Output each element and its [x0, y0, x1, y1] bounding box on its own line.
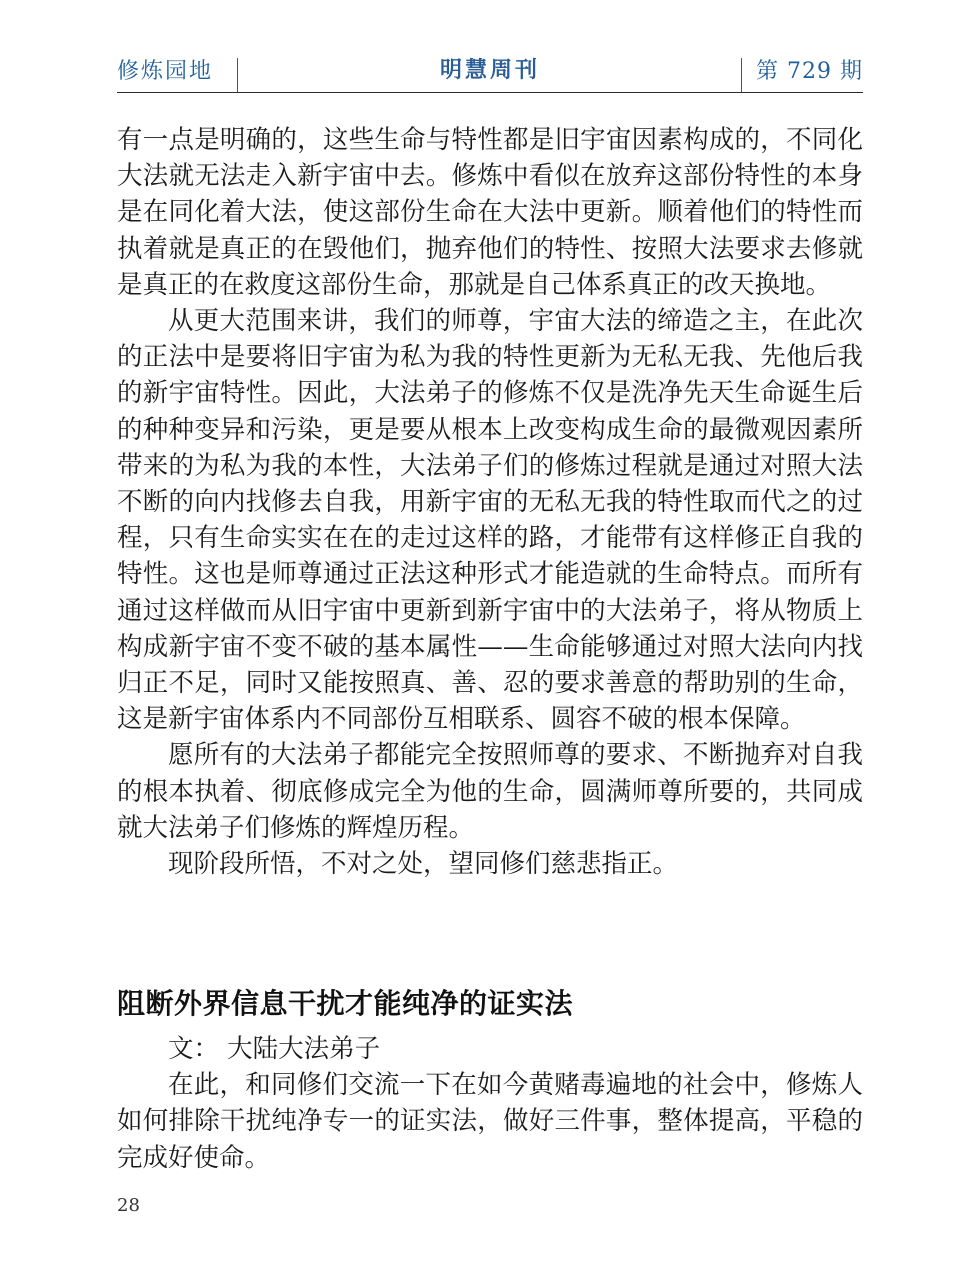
issue-number: 第 729 期	[756, 59, 863, 84]
paragraph: 在此，和同修们交流一下在如今黄赌毒遍地的社会中，修炼人如何排除干扰纯净专一的证实法，做好三件事，整体提高，平稳的完成好使命。	[117, 1070, 863, 1173]
publication-title: 明慧周刊	[439, 58, 540, 83]
paragraph: 愿所有的大法弟子都能完全按照师尊的要求、不断抛弃对自我的根本执着、彻底修成完全为他的生命，圆满师尊所要的，共同成就大法弟子们修炼的辉煌历程。	[117, 740, 863, 843]
article-title: 阻断外界信息干扰才能纯净的证实法	[117, 987, 574, 1020]
page-header	[117, 50, 863, 93]
paragraph: 从更大范围来讲，我们的师尊，宇宙大法的缔造之主，在此次的正法中是要将旧宇宙为私为我的特性更新为无私无我、先他后我的新宇宙特性。因此，大法弟子的修炼不仅是洗净先天生命诞生后的种种变异和污染，更是要从根本上改变构成生命的最微观因素所带来的为私为我的本性，大法弟子们的修炼过程就是通过对照大法不断的向内找修去自我，用新宇宙的无私无我的特性取而代之的过程，只有生命实实在在的走过这样的路，才能带有这样修正自我的特性。这也是师尊通过正法这种形式才能造就的生命特点。而所有通过这样做而从旧宇宙中更新到新宇宙中的大法弟子，将从物质上构成新宇宙不变不破的基本属性——生命能够通过对照大法向内找归正不足，同时又能按照真、善、忍的要求善意的帮助别的生命，这是新宇宙体系内不同部份互相联系、圆容不破的根本保障。	[117, 306, 863, 735]
page-number: 28	[117, 1195, 140, 1216]
article-body	[117, 1031, 863, 1176]
header-divider-right	[741, 58, 742, 92]
paragraph: 现阶段所悟，不对之处，望同修们慈悲指正。	[168, 849, 679, 880]
byline: 文： 大陆大法弟子	[168, 1034, 381, 1064]
section-name: 修炼园地	[117, 59, 214, 84]
article-continued	[117, 122, 863, 882]
paragraph: 有一点是明确的，这些生命与特性都是旧宇宙因素构成的，不同化大法就无法走入新宇宙中去。修炼中看似在放弃这部份特性的本身是在同化着大法，使这部份生命在大法中更新。顺着他们的特性而执着就是真正的在毁他们，抛弃他们的特性、按照大法要求去修就是真正的在救度这部份生命，那就是自己体系真正的改天换地。	[117, 125, 863, 300]
